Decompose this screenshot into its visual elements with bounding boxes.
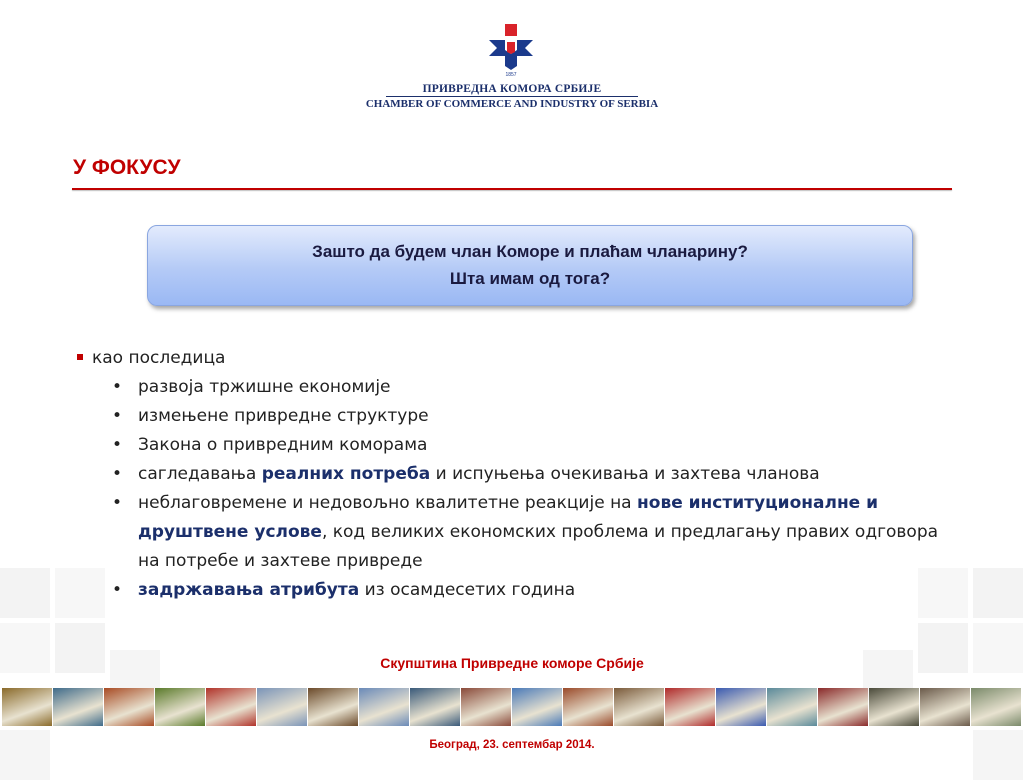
bullet-dot-icon: •	[112, 435, 123, 455]
org-name-english: CHAMBER OF COMMERCE AND INDUSTRY OF SERBIA	[365, 98, 659, 110]
photo-strip	[2, 688, 1024, 726]
bullet-text: и испуњења очекивања и захтева чланова	[430, 464, 820, 484]
org-name-serbian: ПРИВРЕДНА КОМОРА СРБИЈЕ	[422, 83, 602, 95]
assembly-title: Скупштина Привредне коморе Србије	[380, 655, 644, 671]
bullet-dot-icon: •	[112, 580, 123, 600]
bullet-text: развоја тржишне економије	[138, 377, 391, 397]
photo-thumbnail	[563, 688, 613, 726]
section-divider	[72, 188, 952, 190]
bullet-text: измењене привредне структуре	[138, 406, 429, 426]
sub-bullet-item	[76, 431, 956, 460]
bullet-text: Закона о привредним коморама	[138, 435, 428, 455]
question-line-1: Зашто да будем члан Коморе и плаћам чланарину?	[312, 242, 748, 261]
org-name-divider	[386, 96, 638, 97]
square-bullet-icon	[77, 354, 83, 360]
question-box	[147, 225, 913, 306]
photo-thumbnail	[665, 688, 715, 726]
bullet-emphasis-text: задржавања атрибута	[138, 580, 360, 600]
chamber-logo	[485, 22, 537, 78]
photo-thumbnail	[2, 688, 52, 726]
photo-thumbnail	[53, 688, 103, 726]
photo-thumbnail	[104, 688, 154, 726]
sub-bullet-list	[76, 373, 956, 605]
bullet-text: сагледавања	[138, 464, 262, 484]
event-date: Београд, 23. септембар 2014.	[429, 739, 595, 751]
bullet-dot-icon: •	[112, 406, 123, 426]
sub-bullet-item	[76, 576, 956, 605]
photo-thumbnail	[512, 688, 562, 726]
main-list-item-label: као последица	[92, 348, 226, 368]
bullet-text: неблаговремене и недовољно квалитетне реакције на	[138, 493, 638, 513]
logo-year: 1857	[505, 72, 517, 78]
main-list-item	[76, 343, 956, 373]
bullet-text: , код великих економских проблема и предлагању правих одговора на потребе и захтеве привреде	[138, 522, 939, 571]
bullet-dot-icon: •	[112, 377, 123, 397]
photo-thumbnail	[614, 688, 664, 726]
photo-thumbnail	[155, 688, 205, 726]
photo-thumbnail	[920, 688, 970, 726]
bullet-emphasis-text: нове институционалне и друштвене услове	[138, 493, 879, 542]
photo-thumbnail	[257, 688, 307, 726]
photo-thumbnail	[206, 688, 256, 726]
photo-thumbnail	[869, 688, 919, 726]
bullet-dot-icon: •	[112, 493, 123, 513]
photo-thumbnail	[716, 688, 766, 726]
sub-bullet-item	[76, 373, 956, 402]
photo-thumbnail	[767, 688, 817, 726]
bullet-text: из осамдесетих година	[359, 580, 576, 600]
sub-bullet-item	[76, 402, 956, 431]
photo-thumbnail	[359, 688, 409, 726]
sub-bullet-item	[76, 460, 956, 489]
photo-thumbnail	[410, 688, 460, 726]
question-line-2: Шта имам од тога?	[449, 269, 611, 288]
sub-bullet-item	[76, 489, 956, 576]
bullet-dot-icon: •	[112, 464, 123, 484]
photo-thumbnail	[461, 688, 511, 726]
photo-thumbnail	[308, 688, 358, 726]
section-title: У ФОКУСУ	[73, 156, 181, 179]
photo-thumbnail	[971, 688, 1021, 726]
content-list	[76, 343, 956, 605]
bullet-emphasis-text: реалних потреба	[261, 464, 431, 484]
photo-thumbnail	[818, 688, 868, 726]
